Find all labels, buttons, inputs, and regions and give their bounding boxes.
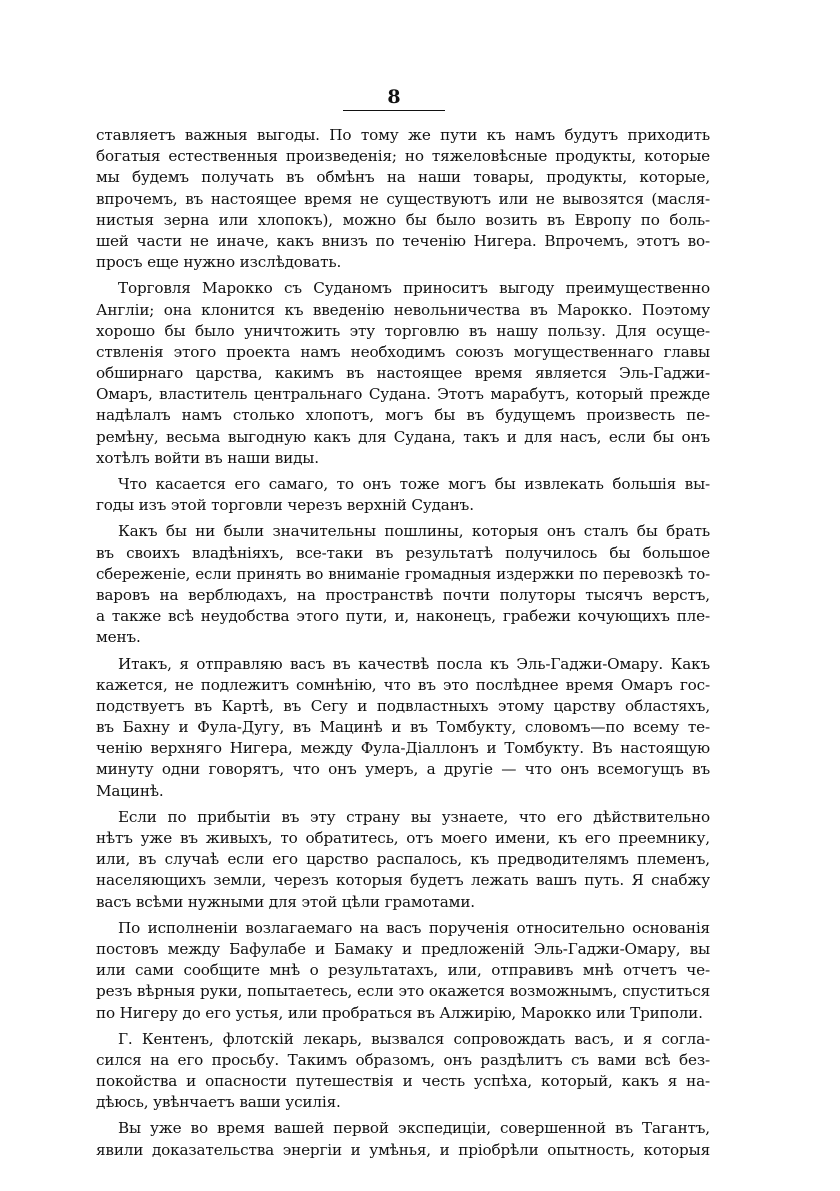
- paragraph: [96, 125, 710, 273]
- text-line: хотѣлъ войти въ наши виды.: [96, 448, 319, 467]
- paragraph: [96, 474, 710, 516]
- text-line: въ Бахну и Фула-Дугу, въ Мацинѣ и въ Томбукту, словомъ—по всему те-: [96, 718, 710, 737]
- text-line: ствленія этого проекта намъ необходимъ союзъ могущественнаго главы: [96, 342, 710, 361]
- text-line: мы будемъ получать въ обмѣнъ на наши товары, продукты, которые,: [96, 168, 710, 187]
- text-line: Г. Кентенъ, флотскій лекарь, вызвался сопровождать васъ, и я согла-: [118, 1029, 710, 1048]
- page-number: 8: [387, 86, 401, 108]
- text-line: васъ всѣми нужными для этой цѣли грамотами.: [96, 892, 475, 911]
- text-line: нѣтъ уже въ живыхъ, то обратитесь, отъ моего имени, къ его преемнику,: [96, 829, 710, 847]
- text-line: минуту одни говорятъ, что онъ умеръ, а другіе — что онъ всемогущъ въ: [96, 760, 710, 779]
- paragraph: [96, 918, 710, 1024]
- text-line: сбереженіе, если принять во вниманіе громадныя издержки по перевозкѣ то-: [96, 564, 710, 583]
- paragraph: [96, 521, 710, 648]
- header-rule: [343, 110, 445, 111]
- text-line: постовъ между Бафулабе и Бамаку и предложеній Эль-Гаджи-Омару, вы: [96, 939, 710, 958]
- text-line: или сами сообщите мнѣ о результатахъ, или, отправивъ мнѣ отчетъ че-: [96, 961, 710, 980]
- text-line: сился на его просьбу. Такимъ образомъ, онъ раздѣлитъ съ вами всѣ без-: [96, 1050, 710, 1069]
- text-line: Омаръ, властитель центральнаго Судана. Этотъ марабутъ, который прежде: [96, 385, 710, 404]
- text-line: резъ вѣрныя руки, попытаетесь, если это окажется возможнымъ, спуститься: [96, 982, 710, 1001]
- text-line: варовъ на верблюдахъ, на пространствѣ почти полуторы тысячъ верстъ,: [96, 585, 710, 604]
- text-line: подствуетъ въ Картѣ, въ Сегу и подвластныхъ этому царству областяхъ,: [96, 696, 710, 715]
- text-line: ремѣну, весьма выгодную какъ для Судана, такъ и для насъ, если бы онъ: [96, 427, 710, 446]
- text-line: хорошо бы было уничтожить эту торговлю въ нашу пользу. Для осуще-: [96, 321, 710, 340]
- text-line: нистыя зерна или хлопокъ), можно бы было возить въ Европу по боль-: [96, 210, 710, 229]
- text-line: въ своихъ владѣніяхъ, все-таки въ результатѣ получилось бы большое: [96, 543, 710, 562]
- paragraph: [96, 654, 710, 802]
- text-line: богатыя естественныя произведенія; но тяжеловѣсные продукты, которые: [96, 147, 710, 166]
- text-line: ставляетъ важныя выгоды. По тому же пути къ намъ будутъ приходить: [96, 126, 710, 144]
- text-line: или, въ случаѣ если его царство распалось, къ предводителямъ племенъ,: [96, 850, 710, 869]
- paragraph: [96, 1118, 710, 1160]
- text-line: а также всѣ неудобства этого пути, и, наконецъ, грабежи кочующихъ пле-: [96, 607, 710, 626]
- paragraph: [96, 278, 710, 469]
- text-line: Итакъ, я отправляю васъ въ качествѣ посла къ Эль-Гаджи-Омару. Какъ: [118, 654, 710, 673]
- text-line: населяющихъ земли, черезъ которыя будетъ лежать вашъ путь. Я снабжу: [96, 871, 710, 890]
- text-line: Англіи; она клонится къ введенію невольничества въ Марокко. Поэтому: [96, 300, 710, 319]
- text-line: Мацинѣ.: [96, 781, 164, 800]
- text-line: явили доказательства энергіи и умѣнья, и пріобрѣли опытность, которыя: [96, 1140, 710, 1159]
- text-line: по Нигеру до его устья, или пробраться въ Алжирію, Марокко или Триполи.: [96, 1003, 703, 1022]
- text-line: ченію верхняго Нигера, между Фула-Діаллонъ и Томбукту. Въ настоящую: [96, 739, 710, 758]
- paragraph: [96, 807, 710, 913]
- text-line: Что касается его самаго, то онъ тоже могъ бы извлекать большія вы-: [118, 475, 710, 493]
- text-line: шей части не иначе, какъ внизъ по теченію Нигера. Впрочемъ, этотъ во-: [96, 231, 710, 250]
- text-line: просъ еще нужно изслѣдовать.: [96, 253, 342, 272]
- text-line: По исполненіи возлагаемаго на васъ порученія относительно основанія: [118, 918, 710, 937]
- paragraph: [96, 1029, 710, 1114]
- text-line: Какъ бы ни были значительны пошлины, которыя онъ сталъ бы брать: [118, 522, 710, 541]
- text-line: Вы уже во время вашей первой экспедиціи, совершенной въ Тагантъ,: [118, 1119, 710, 1138]
- body-text: [96, 125, 710, 1166]
- text-line: менъ.: [96, 628, 141, 647]
- text-line: обширнаго царства, какимъ въ настоящее время является Эль-Гаджи-: [96, 364, 710, 383]
- text-line: кажется, не подлежитъ сомнѣнію, что въ это послѣднее время Омаръ гос-: [96, 675, 710, 694]
- text-line: дѣюсь, увѣнчаетъ ваши усилія.: [96, 1093, 341, 1112]
- text-line: Торговля Марокко съ Суданомъ приноситъ выгоду преимущественно: [118, 279, 710, 298]
- text-line: годы изъ этой торговли черезъ верхній Суданъ.: [96, 496, 474, 515]
- text-line: покойства и опасности путешествія и честь успѣха, который, какъ я на-: [96, 1072, 710, 1091]
- text-line: надѣлалъ намъ столько хлопотъ, могъ бы въ будущемъ произвесть пе-: [96, 406, 710, 425]
- text-line: Если по прибытіи въ эту страну вы узнаете, что его дѣйствительно: [118, 807, 710, 826]
- text-line: впрочемъ, въ настоящее время не существуютъ или не вывозятся (масля-: [96, 189, 710, 208]
